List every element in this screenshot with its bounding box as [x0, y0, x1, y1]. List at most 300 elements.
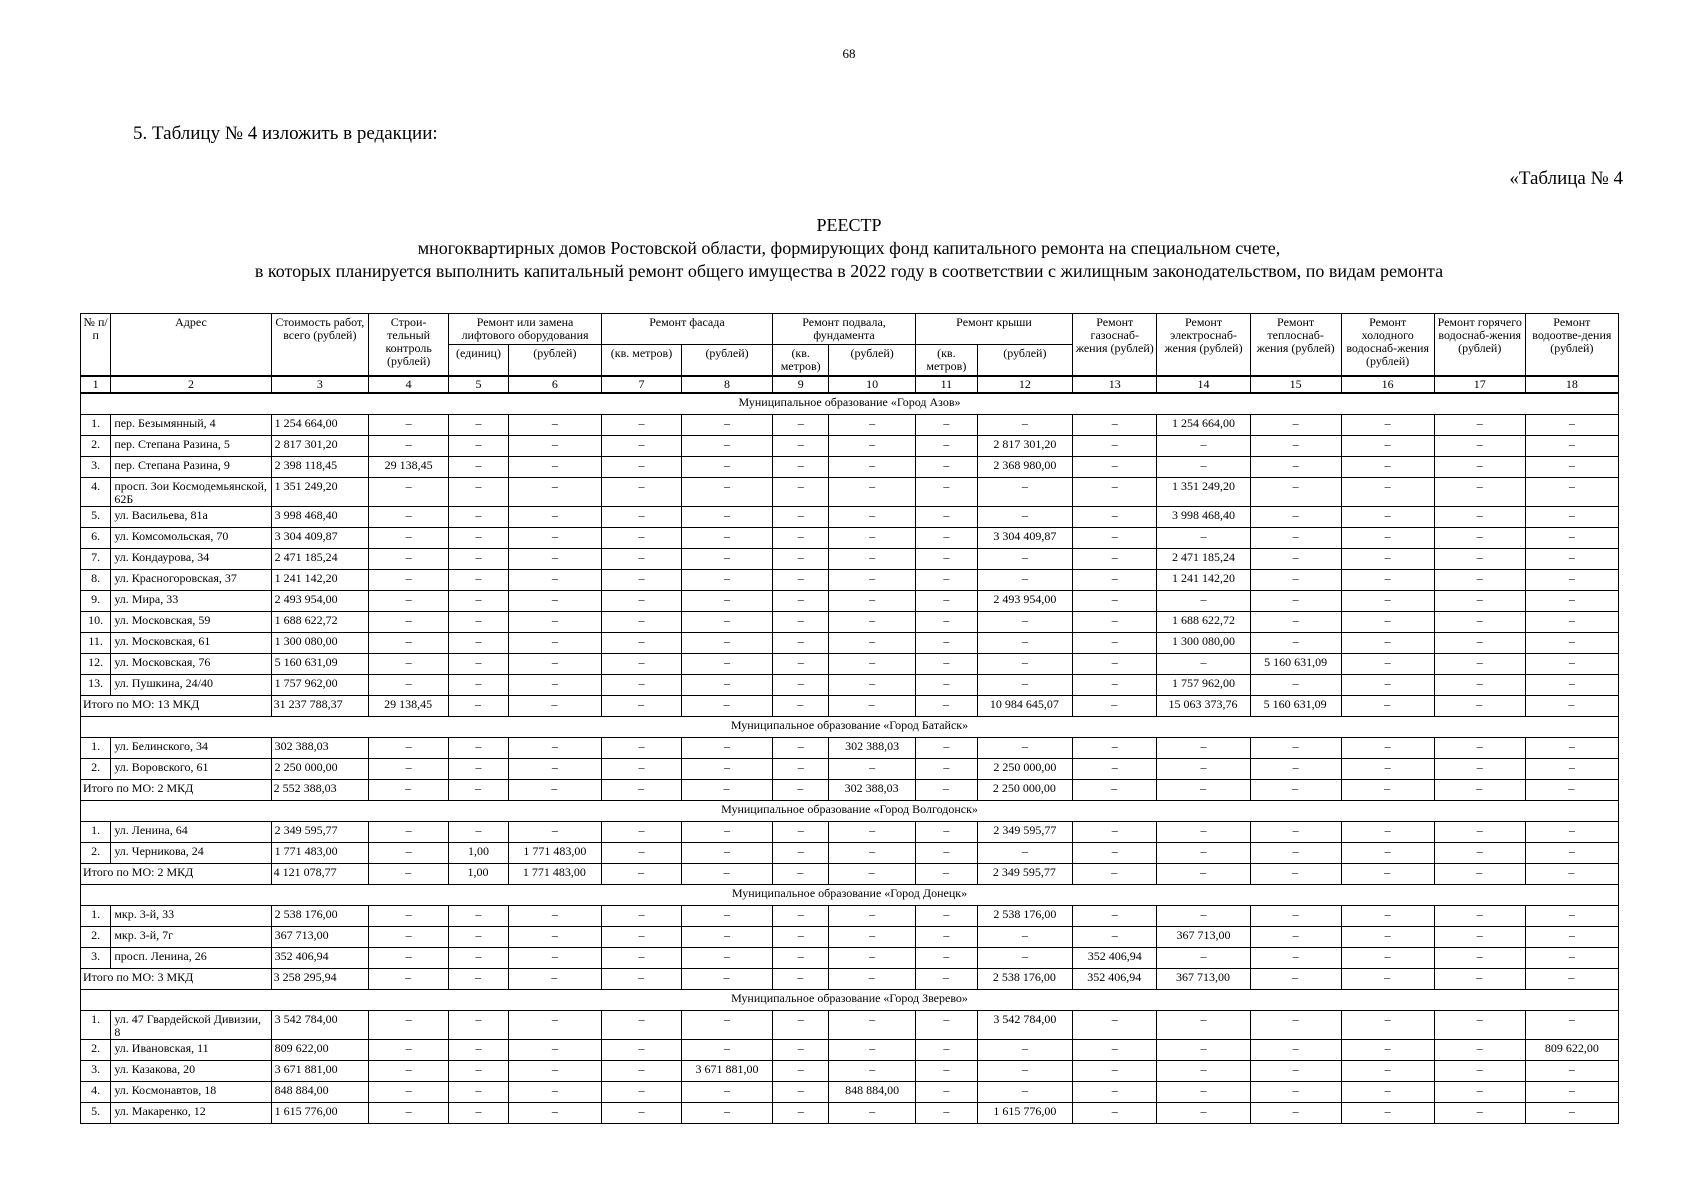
row-value: –: [1525, 1061, 1618, 1082]
row-value: –: [773, 654, 829, 675]
row-address: ул. Мира, 33: [111, 591, 271, 612]
table-row: [81, 1011, 1619, 1040]
title-line-3: в которых планируется выполнить капитальный ремонт общего имущества в 2022 году в соответствии с жилищным законодательством, по видам ремонта: [254, 261, 1444, 281]
row-value: –: [829, 1040, 916, 1061]
row-value: 352 406,94: [1073, 948, 1157, 969]
total-value: –: [1525, 696, 1618, 717]
row-value: –: [1250, 738, 1341, 759]
subheader-roof-sqm: (кв. метров): [915, 345, 977, 377]
row-value: –: [449, 759, 509, 780]
subheader-facade-rubles: (рублей): [682, 345, 773, 377]
total-value: –: [829, 864, 916, 885]
total-value: 2 538 176,00: [977, 969, 1072, 990]
row-number: 1.: [81, 906, 111, 927]
row-value: –: [977, 507, 1072, 528]
row-value: –: [508, 948, 601, 969]
row-value: –: [601, 948, 681, 969]
subheader-roof-rubles: (рублей): [977, 345, 1072, 377]
row-value: –: [1157, 528, 1250, 549]
total-value: 4 121 078,77: [271, 864, 368, 885]
row-value: –: [1073, 415, 1157, 436]
section-header-row: [81, 990, 1619, 1011]
section-title: Муниципальное образование «Город Донецк»: [81, 885, 1619, 906]
header-heat: Ремонт теплоснаб-жения (рублей): [1250, 314, 1341, 377]
row-value: –: [1341, 549, 1434, 570]
row-address: ул. 47 Гвардейской Дивизии, 8: [111, 1011, 271, 1040]
row-value: –: [601, 478, 681, 507]
row-value: –: [1434, 1061, 1525, 1082]
row-value: –: [915, 843, 977, 864]
table-row: [81, 507, 1619, 528]
row-value: –: [977, 675, 1072, 696]
row-value: 1 351 249,20: [1157, 478, 1250, 507]
document-title: [0, 214, 1698, 283]
row-value: –: [1341, 436, 1434, 457]
row-address: ул. Ивановская, 11: [111, 1040, 271, 1061]
row-value: –: [508, 759, 601, 780]
row-value: –: [1250, 1011, 1341, 1040]
section-title: Муниципальное образование «Город Волгодонск»: [81, 801, 1619, 822]
table-row: [81, 948, 1619, 969]
total-value: 2 349 595,77: [977, 864, 1072, 885]
row-value: –: [449, 549, 509, 570]
row-address: ул. Московская, 59: [111, 612, 271, 633]
total-value: –: [1434, 969, 1525, 990]
header-gas: Ремонт газоснаб-жения (рублей): [1073, 314, 1157, 377]
row-value: –: [1341, 1103, 1434, 1124]
row-value: –: [1525, 948, 1618, 969]
row-value: –: [1341, 415, 1434, 436]
row-number: 5.: [81, 1103, 111, 1124]
table-row: [81, 633, 1619, 654]
row-value: –: [369, 415, 449, 436]
row-value: –: [369, 436, 449, 457]
row-address: просп. Зои Космодемьянской, 62Б: [111, 478, 271, 507]
row-value: 302 388,03: [271, 738, 368, 759]
row-value: –: [977, 1082, 1072, 1103]
row-value: –: [601, 457, 681, 478]
row-value: –: [1341, 633, 1434, 654]
row-value: –: [682, 415, 773, 436]
row-address: ул. Казакова, 20: [111, 1061, 271, 1082]
row-value: 367 713,00: [1157, 927, 1250, 948]
row-value: –: [508, 570, 601, 591]
total-value: –: [449, 969, 509, 990]
row-value: –: [682, 612, 773, 633]
total-label: Итого по МО: 3 МКД: [81, 969, 272, 990]
header-hot-water: Ремонт горячего водоснаб-жения (рублей): [1434, 314, 1525, 377]
registry-table: [80, 313, 1619, 1124]
row-value: 2 349 595,77: [977, 822, 1072, 843]
row-value: –: [1157, 906, 1250, 927]
total-value: –: [915, 864, 977, 885]
row-value: –: [449, 415, 509, 436]
row-value: –: [369, 759, 449, 780]
row-value: –: [1341, 654, 1434, 675]
row-value: –: [508, 675, 601, 696]
table-row: [81, 822, 1619, 843]
total-value: –: [601, 780, 681, 801]
row-value: –: [829, 415, 916, 436]
row-value: –: [601, 591, 681, 612]
row-value: –: [369, 1011, 449, 1040]
row-value: 1 757 962,00: [271, 675, 368, 696]
row-value: –: [369, 1082, 449, 1103]
row-value: –: [915, 549, 977, 570]
row-value: –: [601, 1082, 681, 1103]
table-row: [81, 654, 1619, 675]
total-value: –: [1341, 864, 1434, 885]
row-value: –: [682, 457, 773, 478]
row-number: 7.: [81, 549, 111, 570]
row-value: –: [1073, 1011, 1157, 1040]
row-value: –: [1250, 528, 1341, 549]
row-value: –: [682, 927, 773, 948]
row-value: –: [449, 1011, 509, 1040]
total-value: –: [773, 864, 829, 885]
row-value: –: [1157, 436, 1250, 457]
row-value: –: [369, 654, 449, 675]
column-number-cell: 17: [1434, 376, 1525, 393]
row-address: ул. Московская, 61: [111, 633, 271, 654]
registry-body: [81, 393, 1619, 1124]
subheader-lift-rubles: (рублей): [508, 345, 601, 377]
row-value: –: [508, 633, 601, 654]
row-value: –: [508, 591, 601, 612]
total-value: –: [369, 864, 449, 885]
row-value: –: [369, 906, 449, 927]
row-value: –: [1341, 1082, 1434, 1103]
total-value: 15 063 373,76: [1157, 696, 1250, 717]
row-value: –: [369, 822, 449, 843]
row-value: –: [508, 822, 601, 843]
row-value: –: [915, 507, 977, 528]
row-value: –: [977, 927, 1072, 948]
row-value: –: [1525, 654, 1618, 675]
row-value: –: [1157, 654, 1250, 675]
row-value: –: [682, 1082, 773, 1103]
row-number: 5.: [81, 507, 111, 528]
column-number-cell: 6: [508, 376, 601, 393]
row-value: –: [682, 843, 773, 864]
row-value: –: [1434, 927, 1525, 948]
row-value: –: [1250, 478, 1341, 507]
row-value: 2 493 954,00: [271, 591, 368, 612]
row-value: –: [449, 927, 509, 948]
total-row: [81, 864, 1619, 885]
total-value: 367 713,00: [1157, 969, 1250, 990]
total-value: –: [773, 696, 829, 717]
column-number-cell: 13: [1073, 376, 1157, 393]
column-number-cell: 15: [1250, 376, 1341, 393]
row-value: –: [1157, 457, 1250, 478]
row-value: –: [1434, 1082, 1525, 1103]
row-number: 3.: [81, 1061, 111, 1082]
row-value: –: [829, 1011, 916, 1040]
row-value: –: [682, 478, 773, 507]
header-basement: Ремонт подвала, фундамента: [773, 314, 916, 345]
row-value: –: [449, 906, 509, 927]
row-value: –: [773, 1061, 829, 1082]
row-value: 809 622,00: [271, 1040, 368, 1061]
column-number-cell: 9: [773, 376, 829, 393]
row-number: 3.: [81, 457, 111, 478]
row-value: –: [508, 654, 601, 675]
row-value: –: [508, 927, 601, 948]
page-number: 68: [842, 46, 856, 61]
row-value: –: [915, 478, 977, 507]
section-title: Муниципальное образование «Город Батайск»: [81, 717, 1619, 738]
row-value: –: [601, 549, 681, 570]
table-row: [81, 1082, 1619, 1103]
column-number-cell: 16: [1341, 376, 1434, 393]
row-value: –: [977, 1061, 1072, 1082]
row-value: –: [682, 1103, 773, 1124]
row-value: –: [1341, 927, 1434, 948]
total-value: –: [1250, 780, 1341, 801]
row-value: –: [977, 549, 1072, 570]
row-value: 3 542 784,00: [271, 1011, 368, 1040]
row-value: –: [1250, 612, 1341, 633]
row-value: –: [915, 528, 977, 549]
total-value: –: [773, 969, 829, 990]
row-value: 1 241 142,20: [271, 570, 368, 591]
total-value: 31 237 788,37: [271, 696, 368, 717]
row-value: –: [1434, 549, 1525, 570]
row-number: 13.: [81, 675, 111, 696]
row-value: –: [369, 612, 449, 633]
row-value: –: [1157, 1082, 1250, 1103]
row-value: –: [1525, 1082, 1618, 1103]
row-value: –: [829, 528, 916, 549]
total-value: –: [369, 780, 449, 801]
row-number: 11.: [81, 633, 111, 654]
row-value: –: [773, 436, 829, 457]
row-value: –: [773, 549, 829, 570]
row-value: –: [915, 436, 977, 457]
row-value: –: [369, 507, 449, 528]
total-value: –: [1341, 780, 1434, 801]
row-value: –: [369, 591, 449, 612]
row-value: –: [915, 591, 977, 612]
row-value: –: [449, 633, 509, 654]
row-value: –: [773, 906, 829, 927]
row-value: –: [915, 457, 977, 478]
row-value: –: [1073, 528, 1157, 549]
total-value: 302 388,03: [829, 780, 916, 801]
row-value: 367 713,00: [271, 927, 368, 948]
row-value: –: [977, 478, 1072, 507]
row-value: –: [682, 436, 773, 457]
row-number: 8.: [81, 570, 111, 591]
row-value: 2 349 595,77: [271, 822, 368, 843]
table-row: [81, 549, 1619, 570]
row-value: –: [829, 457, 916, 478]
row-value: –: [508, 1011, 601, 1040]
total-value: 5 160 631,09: [1250, 696, 1341, 717]
row-value: –: [1341, 948, 1434, 969]
row-value: 1 351 249,20: [271, 478, 368, 507]
table-row: [81, 906, 1619, 927]
total-value: –: [682, 780, 773, 801]
row-value: –: [1525, 822, 1618, 843]
total-value: –: [682, 864, 773, 885]
row-number: 2.: [81, 1040, 111, 1061]
row-value: –: [682, 1011, 773, 1040]
row-address: ул. Космонавтов, 18: [111, 1082, 271, 1103]
column-number-cell: 10: [829, 376, 916, 393]
row-value: –: [449, 436, 509, 457]
row-value: –: [1250, 633, 1341, 654]
row-value: –: [508, 906, 601, 927]
row-value: –: [1250, 759, 1341, 780]
row-value: –: [1250, 549, 1341, 570]
table-row: [81, 436, 1619, 457]
row-value: 1 615 776,00: [977, 1103, 1072, 1124]
total-value: –: [773, 780, 829, 801]
row-value: –: [601, 415, 681, 436]
row-value: –: [977, 415, 1072, 436]
row-value: –: [1341, 478, 1434, 507]
row-value: –: [829, 1061, 916, 1082]
row-value: –: [829, 1103, 916, 1124]
row-value: –: [601, 1103, 681, 1124]
total-value: –: [1525, 969, 1618, 990]
row-number: 9.: [81, 591, 111, 612]
row-value: –: [1073, 843, 1157, 864]
section-header-row: [81, 885, 1619, 906]
row-value: –: [449, 1082, 509, 1103]
row-value: –: [977, 948, 1072, 969]
total-value: –: [369, 969, 449, 990]
row-value: –: [449, 570, 509, 591]
row-value: 1 300 080,00: [271, 633, 368, 654]
subheader-facade-sqm: (кв. метров): [601, 345, 681, 377]
total-value: –: [449, 780, 509, 801]
total-value: –: [915, 780, 977, 801]
total-label: Итого по МО: 2 МКД: [81, 780, 272, 801]
row-value: 1 771 483,00: [271, 843, 368, 864]
row-value: –: [1525, 591, 1618, 612]
row-value: –: [1073, 822, 1157, 843]
registry-table-wrapper: [80, 313, 1619, 1124]
row-value: –: [1525, 675, 1618, 696]
subheader-basement-sqm: (кв. метров): [773, 345, 829, 377]
total-value: 3 258 295,94: [271, 969, 368, 990]
row-value: –: [915, 822, 977, 843]
row-value: –: [369, 633, 449, 654]
total-value: –: [601, 864, 681, 885]
row-value: –: [449, 591, 509, 612]
row-value: –: [1073, 1082, 1157, 1103]
row-value: –: [829, 906, 916, 927]
row-value: –: [1434, 1011, 1525, 1040]
total-value: 1 771 483,00: [508, 864, 601, 885]
header-facade: Ремонт фасада: [601, 314, 772, 345]
row-value: –: [829, 633, 916, 654]
row-address: ул. Ленина, 64: [111, 822, 271, 843]
row-value: –: [601, 843, 681, 864]
row-value: –: [1073, 457, 1157, 478]
row-value: –: [1434, 507, 1525, 528]
row-value: –: [773, 1103, 829, 1124]
total-label: Итого по МО: 2 МКД: [81, 864, 272, 885]
total-value: –: [1250, 864, 1341, 885]
row-value: –: [449, 1103, 509, 1124]
row-value: –: [601, 570, 681, 591]
total-value: 29 138,45: [369, 696, 449, 717]
row-value: –: [601, 612, 681, 633]
table-row: [81, 415, 1619, 436]
row-value: 1 300 080,00: [1157, 633, 1250, 654]
row-value: –: [1341, 1011, 1434, 1040]
row-value: –: [508, 1061, 601, 1082]
row-value: 2 398 118,45: [271, 457, 368, 478]
row-number: 1.: [81, 1011, 111, 1040]
total-value: –: [1341, 696, 1434, 717]
row-value: 352 406,94: [271, 948, 368, 969]
total-value: 2 250 000,00: [977, 780, 1072, 801]
row-value: –: [601, 507, 681, 528]
row-value: –: [773, 822, 829, 843]
row-value: –: [829, 612, 916, 633]
row-value: –: [829, 549, 916, 570]
total-value: –: [508, 780, 601, 801]
row-value: 809 622,00: [1525, 1040, 1618, 1061]
row-value: –: [449, 654, 509, 675]
row-value: –: [1341, 457, 1434, 478]
row-value: –: [601, 633, 681, 654]
row-value: –: [682, 570, 773, 591]
table-row: [81, 457, 1619, 478]
row-value: –: [977, 612, 1072, 633]
row-value: –: [829, 675, 916, 696]
row-value: –: [1434, 528, 1525, 549]
row-value: 2 493 954,00: [977, 591, 1072, 612]
row-value: –: [915, 654, 977, 675]
row-value: –: [773, 1040, 829, 1061]
row-value: –: [1250, 822, 1341, 843]
row-value: 3 998 468,40: [271, 507, 368, 528]
row-value: 29 138,45: [369, 457, 449, 478]
row-value: –: [1073, 570, 1157, 591]
table-row: [81, 528, 1619, 549]
row-value: –: [449, 457, 509, 478]
row-value: –: [1525, 570, 1618, 591]
row-value: –: [915, 759, 977, 780]
row-value: –: [1157, 822, 1250, 843]
row-value: 2 368 980,00: [977, 457, 1072, 478]
row-number: 10.: [81, 612, 111, 633]
row-value: –: [829, 654, 916, 675]
row-value: –: [1073, 1040, 1157, 1061]
row-address: ул. Комсомольская, 70: [111, 528, 271, 549]
row-value: –: [773, 1082, 829, 1103]
row-value: –: [1434, 738, 1525, 759]
total-value: 2 552 388,03: [271, 780, 368, 801]
row-value: –: [1073, 549, 1157, 570]
row-value: 1 688 622,72: [271, 612, 368, 633]
table-row: [81, 843, 1619, 864]
total-value: –: [915, 696, 977, 717]
row-value: –: [1073, 675, 1157, 696]
row-number: 2.: [81, 436, 111, 457]
row-address: ул. Пушкина, 24/40: [111, 675, 271, 696]
total-value: –: [449, 696, 509, 717]
row-value: 848 884,00: [829, 1082, 916, 1103]
table-row: [81, 570, 1619, 591]
row-value: 3 304 409,87: [271, 528, 368, 549]
